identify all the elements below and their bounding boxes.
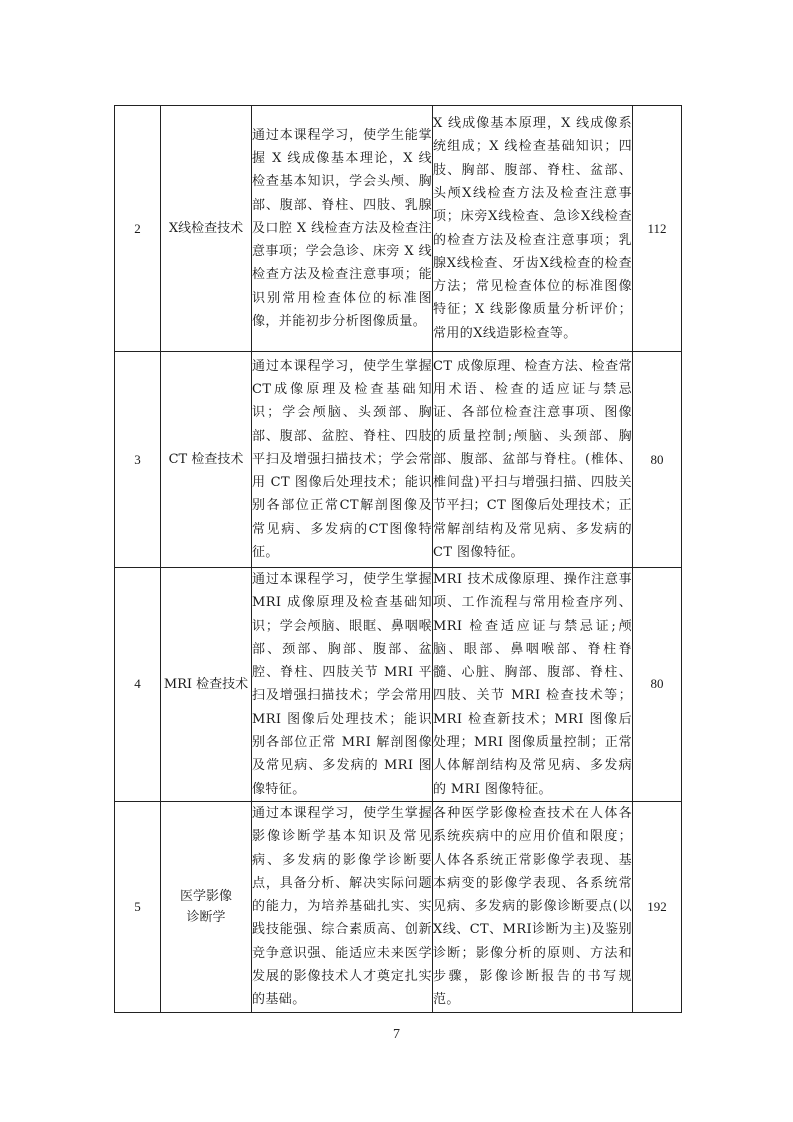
row-number: 5 — [115, 801, 161, 1012]
row-number: 4 — [115, 568, 161, 802]
course-content: MRI 技术成像原理、操作注意事项、工作流程与常用检查序列、MRI 检查适应证与禁忌证;颅脑、眼部、鼻咽喉部、脊柱脊髓、心脏、胸部、腹部、脊柱、四肢、关节 MRI 检查技术等；MRI 检查新技术；MRI 图像后处理；MRI 图像质量控制；正常人体解剖结构及常见病、多发病的 MRI 图像特征。 — [433, 568, 633, 802]
table-row — [115, 352, 682, 568]
course-goal: 通过本课程学习，使学生掌握 MRI 成像原理及检查基础知识；学会颅脑、眼眶、鼻咽喉部、颈部、胸部、腹部、盆腔、脊柱、四肢关节 MRI 平扫及增强扫描技术；学会常用 MRI 图像后处理技术；能识别各部位正常 MRI 解剖图像及常见病、多发病的 MRI 图像特征。 — [252, 568, 433, 802]
course-name: X线检查技术 — [161, 106, 252, 352]
row-number: 3 — [115, 352, 161, 568]
course-name: MRI 检查技术 — [161, 568, 252, 802]
row-number: 2 — [115, 106, 161, 352]
course-content: X 线成像基本原理，X 线成像系统组成；X 线检查基础知识；四肢、胸部、腹部、脊柱、盆部、头颅X线检查方法及检查注意事项；床旁X线检查、急诊X线检查的检查方法及检查注意事项；乳腺X线检查、牙齿X线检查的检查方法；常见检查体位的标准图像特征；X 线影像质量分析评价；常用的X线造影检查等。 — [433, 106, 633, 352]
table-row — [115, 106, 682, 352]
course-goal: 通过本课程学习，使学生掌握影像诊断学基本知识及常见病、多发病的影像学诊断要点，具备分析、解决实际问题的能力，为培养基础扎实、实践技能强、综合素质高、创新竞争意识强、能适应未来医学发展的影像技术人才奠定扎实的基础。 — [252, 801, 433, 1012]
course-hours: 80 — [633, 568, 682, 802]
course-name — [161, 801, 252, 1012]
page-number: 7 — [393, 1027, 400, 1042]
course-content: CT 成像原理、检查方法、检查常用术语、检查的适应证与禁忌证、各部位检查注意事项、图像的质量控制;颅脑、头颈部、胸部、腹部、盆部与脊柱。(椎体、椎间盘)平扫与增强扫描、四肢关节平扫；CT 图像后处理技术；正常解剖结构及常见病、多发病的 CT 图像特征。 — [433, 352, 633, 568]
table-row — [115, 568, 682, 802]
course-name-line: 诊断学 — [186, 909, 226, 925]
course-hours: 80 — [633, 352, 682, 568]
course-name: CT 检查技术 — [161, 352, 252, 568]
course-name-line: 医学影像 — [179, 888, 232, 904]
course-goal: 通过本课程学习，使学生掌握CT成像原理及检查基础知识；学会颅脑、头颈部、胸部、腹部、盆腔、脊柱、四肢平扫及增强扫描技术；学会常用 CT 图像后处理技术；能识别各部位正常CT解剖图像及常见病、多发病的CT图像特征。 — [252, 352, 433, 568]
table-row — [115, 801, 682, 1012]
course-table — [114, 105, 682, 1013]
course-hours: 192 — [633, 801, 682, 1012]
course-hours: 112 — [633, 106, 682, 352]
course-content: 各种医学影像检查技术在人体各系统疾病中的应用价值和限度；人体各系统正常影像学表现、基本病变的影像学表现、各系统常见病、多发病的影像诊断要点(以X线、CT、MRI诊断为主)及鉴别诊断；影像分析的原则、方法和步骤，影像诊断报告的书写规范。 — [433, 801, 633, 1012]
course-goal: 通过本课程学习，使学生能掌握 X 线成像基本理论，X 线检查基本知识，学会头颅、胸部、腹部、脊柱、四肢、乳腺及口腔 X 线检查方法及检查注意事项；学会急诊、床旁 X 线检查方法及检查注意事项；能识别常用检查体位的标准图像，并能初步分析图像质量。 — [252, 106, 433, 352]
